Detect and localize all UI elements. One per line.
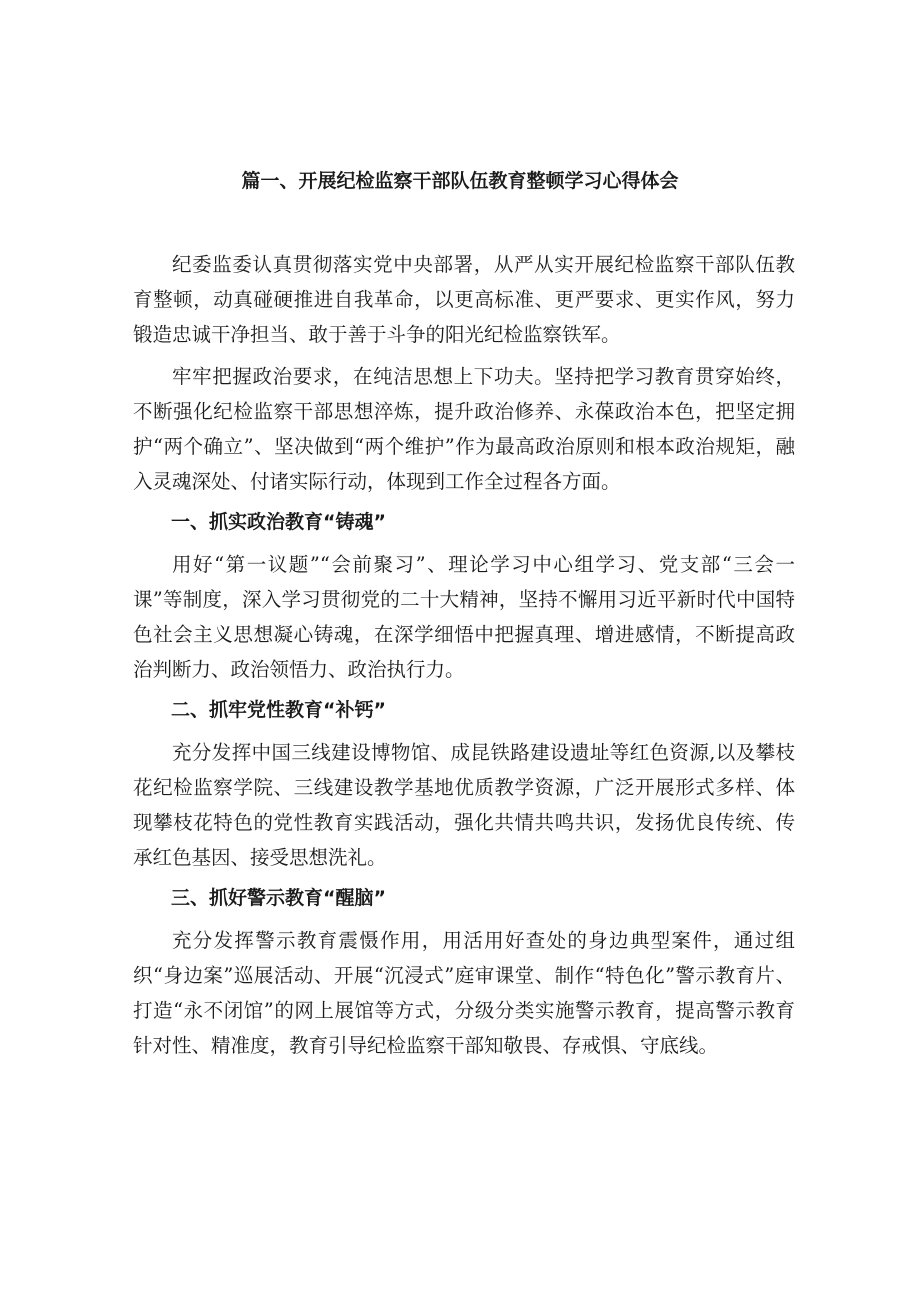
section-heading: 一、抓实政治教育“铸魂” [171, 511, 386, 534]
paragraph: 用好“第一议题”“会前聚习”、理论学习中心组学习、党支部“三会一课”等制度，深入学习贯彻党的二十大精神，坚持不懈用习近平新时代中国特色社会主义思想凝心铸魂，在深学细悟中把握真理、增进感情，不断提高政治判断力、政治领悟力、政治执行力。 [133, 552, 795, 682]
paragraph: 纪委监委认真贯彻落实党中央部署，从严从实开展纪检监察干部队伍教育整顿，动真碰硬推进自我革命，以更高标准、更严要求、更实作风，努力锻造忠诚干净担当、敢于善于斗争的阳光纪检监察铁军。 [133, 253, 795, 347]
document-body [133, 247, 795, 1069]
paragraph: 充分发挥中国三线建设博物馆、成昆铁路建设遗址等红色资源,以及攀枝花纪检监察学院、三线建设教学基地优质教学资源，广泛开展形式多样、体现攀枝花特色的党性教育实践活动，强化共情共鸣共识，发扬优良传统、传承红色基因、接受思想洗礼。 [133, 740, 795, 870]
paragraph: 牢牢把握政治要求，在纯洁思想上下功夫。坚持把学习教育贯穿始终，不断强化纪检监察干部思想淬炼，提升政治修养、永葆政治本色，把坚定拥护“两个确立”、坚决做到“两个维护”作为最高政治原则和根本政治规矩，融入灵魂深处、付诸实际行动，体现到工作全过程各方面。 [133, 364, 795, 494]
section-heading: 三、抓好警示教育“醒脑” [171, 887, 386, 910]
section-heading: 二、抓牢党性教育“补钙” [171, 699, 386, 722]
document-title: 篇一、开展纪检监察干部队伍教育整顿学习心得体会 [241, 170, 679, 192]
paragraph: 充分发挥警示教育震慑作用，用活用好查处的身边典型案件，通过组织“身边案”巡展活动、开展“沉浸式”庭审课堂、制作“特色化”警示教育片、打造“永不闭馆”的网上展馆等方式，分级分类实施警示教育，提高警示教育针对性、精准度，教育引导纪检监察干部知敬畏、存戒惧、守底线。 [133, 928, 795, 1058]
